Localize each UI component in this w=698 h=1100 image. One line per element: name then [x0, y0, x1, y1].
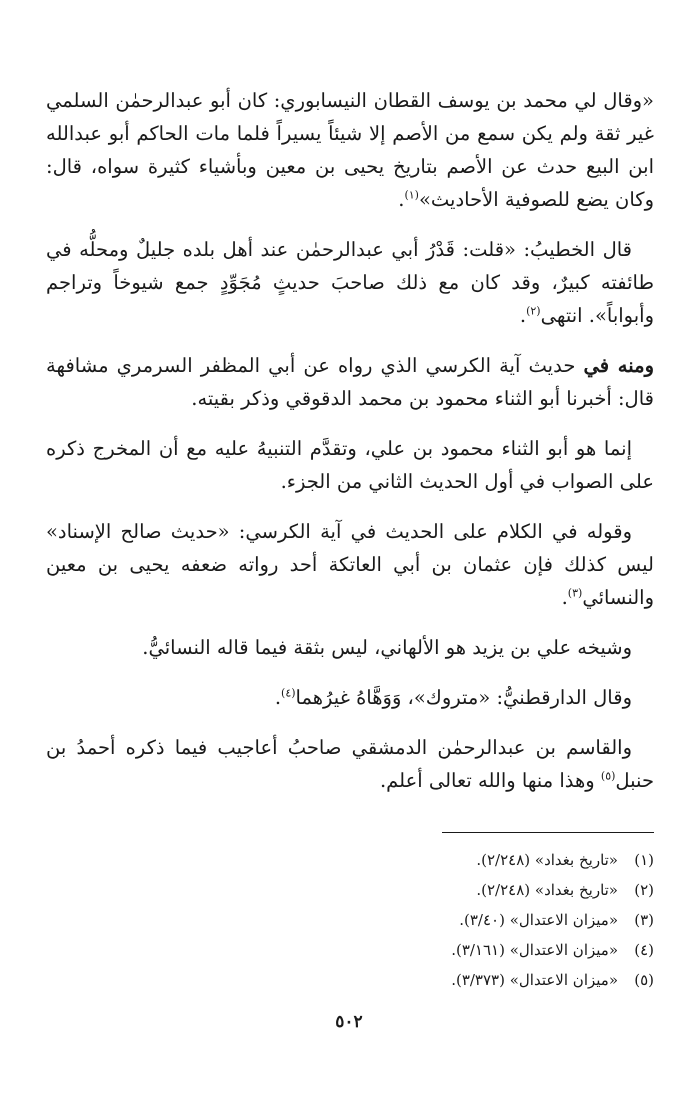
- paragraph-text: وقال الدارقطنيُّ: «متروك»، وَوَهَّاهُ غيرُهما: [295, 686, 632, 709]
- paragraph-text: «وقال لي محمد بن يوسف القطان النيسابوري: كان أبو عبدالرحمٰن السلمي غير ثقة ولم يكن سمع من الأصم إلا شيئاً يسيراً فلما مات الحاكم أبو عبدالله ابن البيع حدث عن الأصم بتاريخ يحيى بن معين وبأشياء كثيرة سواه، قال: وكان يضع للصوفية الأحاديث»: [46, 89, 654, 211]
- paragraph-end: .: [274, 686, 282, 709]
- footnote-number: (٥): [634, 971, 654, 989]
- footnote-ref[interactable]: (٢): [526, 304, 541, 318]
- main-text: [46, 84, 654, 814]
- paragraph-lead: ومنه في: [583, 354, 654, 377]
- paragraph-end: .: [398, 188, 405, 211]
- footnote-ref[interactable]: (٤): [281, 686, 296, 700]
- paragraph-5: [46, 515, 654, 614]
- paragraph-text: والقاسم بن عبدالرحمٰن الدمشقي صاحبُ أعاجيب فيما ذكره أحمدُ بن حنبل: [46, 736, 654, 792]
- page-number: ٥٠٢: [335, 1012, 363, 1032]
- paragraph-text: حديث آية الكرسي الذي رواه عن أبي المظفر السرمري مشافهة قال: أخبرنا أبو الثناء محمود بن محمد الدقوقي وذكر بقيته.: [46, 354, 654, 410]
- footnote-ref[interactable]: (٣): [567, 586, 583, 600]
- paragraph-text: قال الخطيبُ: «قلت: قَدْرُ أبي عبدالرحمٰن عند أهل بلده جليلٌ ومحلُّه في طائفته كبيرٌ، وقد كان مع ذلك صاحبَ حديثٍ مُجَوِّدٍ جمع شيوخاً وتراجم وأبواباً». انتهى: [46, 238, 654, 327]
- footnote-text: «ميزان الاعتدال» (٣/٤٠).: [459, 911, 618, 929]
- paragraph-4: [46, 432, 654, 498]
- footnote-4: [46, 935, 654, 965]
- footnote-number: (٣): [634, 911, 654, 929]
- paragraph-text: وقوله في الكلام على الحديث في آية الكرسي: «حديث صالح الإسناد» ليس كذلك فإن عثمان بن أبي العاتكة أحد رواته ضعفه يحيى بن معين والنسائي: [46, 520, 654, 609]
- paragraph-end: .: [561, 586, 568, 609]
- paragraph-1: [46, 84, 654, 216]
- footnote-1: [46, 845, 654, 875]
- footnote-text: «تاريخ بغداد» (٢/٢٤٨).: [476, 881, 618, 899]
- footnotes: [46, 845, 654, 995]
- footnote-text: «ميزان الاعتدال» (٣/١٦١).: [451, 941, 618, 959]
- footnote-3: [46, 905, 654, 935]
- footnote-number: (٤): [634, 941, 654, 959]
- footnote-5: [46, 965, 654, 995]
- paragraph-2: [46, 233, 654, 332]
- paragraph-text: إنما هو أبو الثناء محمود بن علي، وتقدَّم التنبيهُ عليه مع أن المخرج ذكره على الصواب في أول الحديث الثاني من الجزء.: [46, 437, 654, 493]
- footnote-divider: [442, 832, 654, 833]
- paragraph-3: [46, 349, 654, 415]
- footnote-2: [46, 875, 654, 905]
- paragraph-6: [46, 631, 654, 664]
- footnote-number: (١): [634, 851, 654, 869]
- footnote-ref[interactable]: (٥): [600, 769, 616, 783]
- paragraph-end: .: [519, 304, 527, 327]
- footnote-number: (٢): [634, 881, 654, 899]
- footnote-text: «تاريخ بغداد» (٢/٢٤٨).: [476, 851, 618, 869]
- paragraph-end: وهذا منها والله تعالى أعلم.: [379, 769, 601, 792]
- paragraph-text: وشيخه علي بن يزيد هو الألهاني، ليس بثقة فيما قاله النسائيُّ.: [142, 636, 632, 659]
- footnote-text: «ميزان الاعتدال» (٣/٣٧٣).: [451, 971, 618, 989]
- paragraph-8: [46, 731, 654, 797]
- footnote-ref[interactable]: (١): [404, 188, 419, 202]
- paragraph-7: [46, 681, 654, 714]
